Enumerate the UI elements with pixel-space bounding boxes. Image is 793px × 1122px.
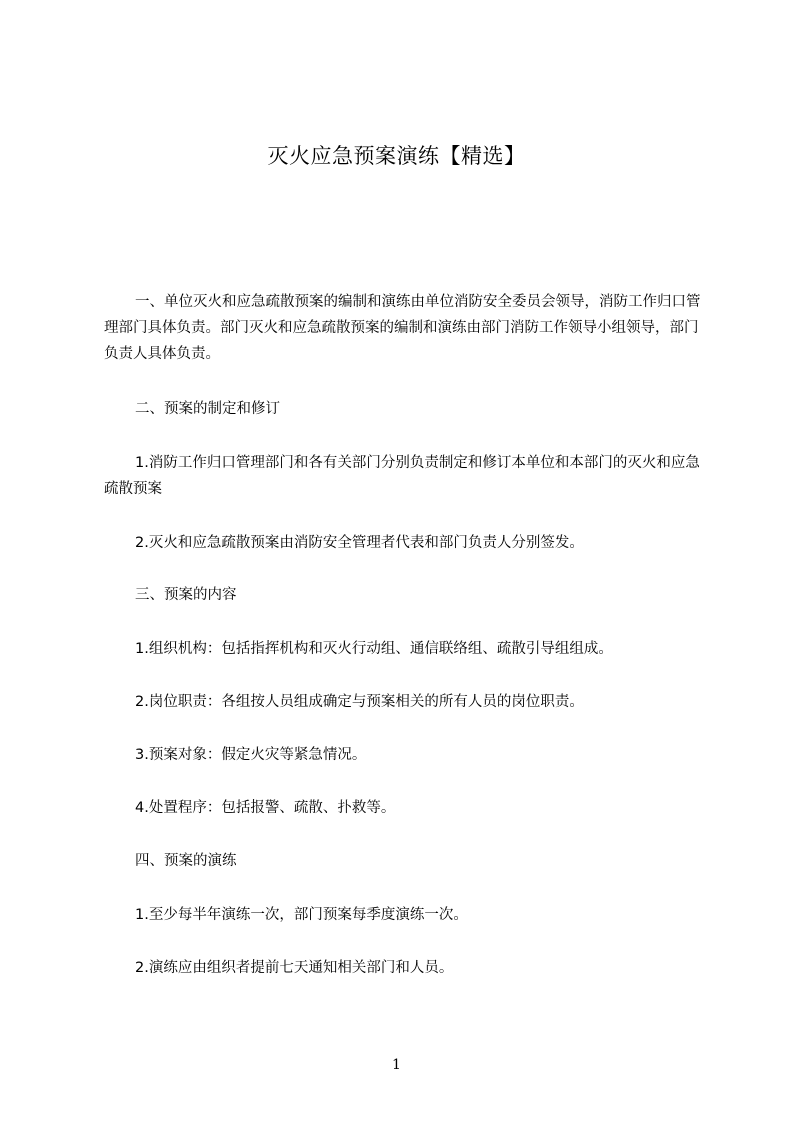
page-number: 1 [392, 1057, 401, 1073]
heading-section-3: 三、预案的内容 [135, 587, 237, 603]
paragraph-3-2: 2.岗位职责：各组按人员组成确定与预案相关的所有人员的岗位职责。 [135, 694, 584, 710]
paragraph-3-3: 3.预案对象：假定火灾等紧急情况。 [135, 747, 367, 763]
paragraph-section-1-intro: 一、单位灭火和应急疏散预案的编制和演练由单位消防安全委员会领导，消防工作归口管理部门具体负责。部门灭火和应急疏散预案的编制和演练由部门消防工作领导小组领导，部门负责人具体负责。 [104, 294, 701, 362]
heading-section-2: 二、预案的制定和修订 [135, 401, 280, 417]
paragraph-3-4: 4.处置程序：包括报警、疏散、扑救等。 [135, 800, 396, 816]
paragraph-2-2: 2.灭火和应急疏散预案由消防安全管理者代表和部门负责人分别签发。 [135, 535, 584, 551]
paragraph-4-2: 2.演练应由组织者提前七天通知相关部门和人员。 [135, 960, 454, 976]
document-title: 灭火应急预案演练【精选】 [267, 144, 526, 168]
paragraph-2-1: 1.消防工作归口管理部门和各有关部门分别负责制定和修订本单位和本部门的灭火和应急疏散预案 [104, 455, 700, 497]
paragraph-3-1: 1.组织机构：包括指挥机构和灭火行动组、通信联络组、疏散引导组组成。 [135, 641, 613, 657]
heading-section-4: 四、预案的演练 [135, 853, 237, 869]
paragraph-4-1: 1.至少每半年演练一次，部门预案每季度演练一次。 [135, 907, 468, 923]
